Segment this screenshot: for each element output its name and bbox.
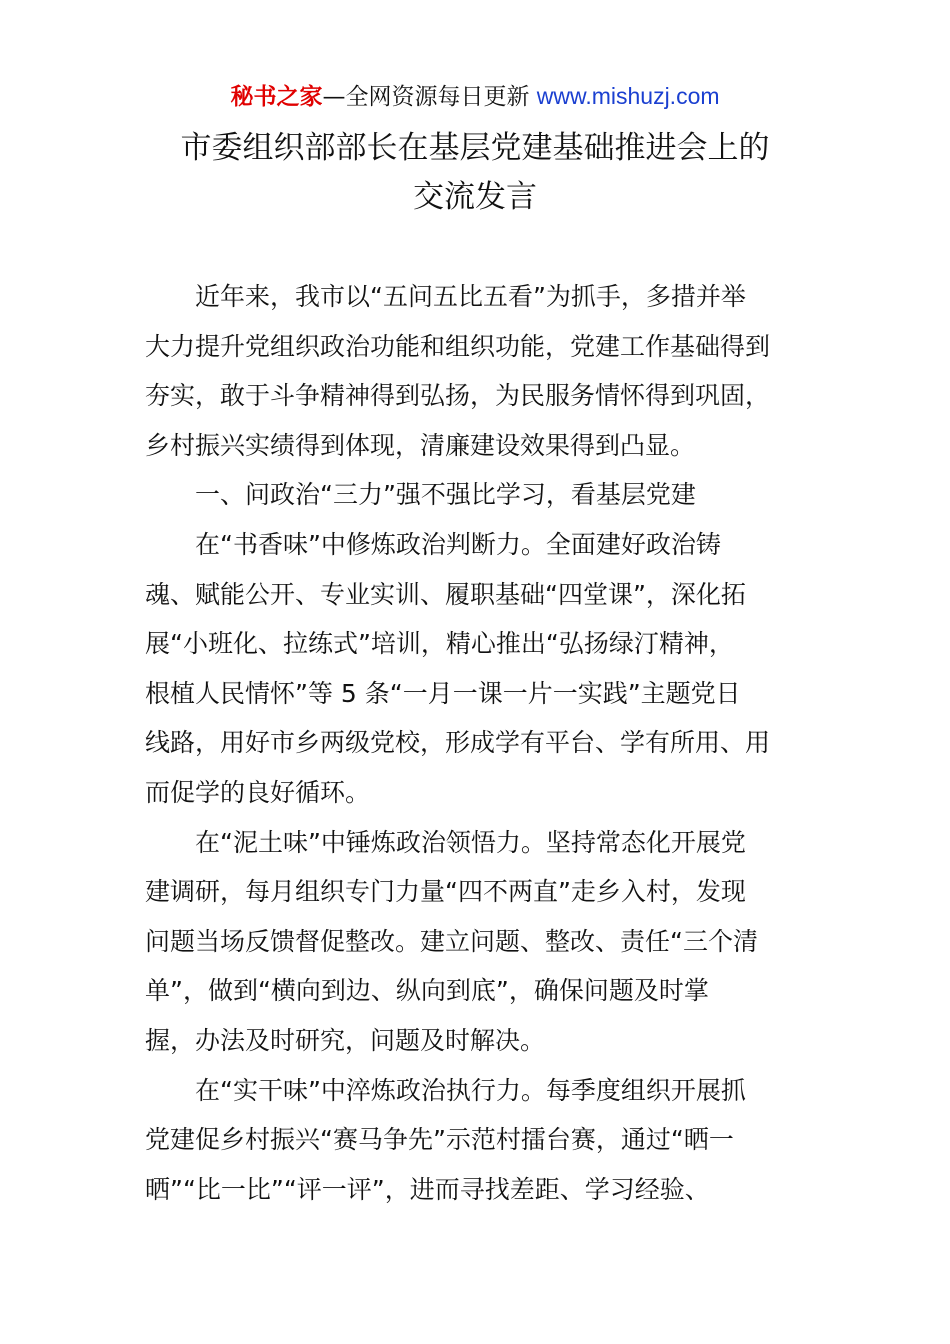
text-line: 晒”“比一比”“评一评”，进而寻找差距、学习经验、: [145, 1174, 710, 1204]
text-line: 魂、赋能公开、专业实训、履职基础“四堂课”，深化拓: [145, 579, 746, 609]
text-line: 而促学的良好循环。: [145, 777, 371, 807]
text-line: 展“小班化、拉练式”培训，精心推出“弘扬绿汀精神，: [145, 629, 734, 659]
site-url-link[interactable]: www.mishuzj.com: [536, 83, 720, 109]
text-line: 建调研，每月组织专门力量“四不两直”走乡入村，发现: [145, 877, 746, 907]
site-brand: 秘书之家: [230, 84, 323, 110]
text-line: 单”，做到“横向到边、纵向到底”，确保问题及时掌: [145, 976, 709, 1006]
section-heading: 一、问政治“三力”强不强比学习，看基层党建: [195, 480, 696, 510]
text-line: 在“实干味”中淬炼政治执行力。每季度组织开展抓: [195, 1075, 746, 1105]
text-line: 夯实，敢于斗争精神得到弘扬，为民服务情怀得到巩固，: [145, 381, 771, 411]
text-line: 握，办法及时研究，问题及时解决。: [145, 1025, 546, 1055]
text-line: 乡村振兴实绩得到体现，清廉建设效果得到凸显。: [145, 430, 696, 460]
text-line: 大力提升党组织政治功能和组织功能，党建工作基础得到: [145, 331, 771, 361]
text-line: 党建促乡村振兴“赛马争先”示范村擂台赛，通过“晒一: [145, 1125, 734, 1155]
document-body: [145, 272, 810, 1214]
text-line: 近年来，我市以“五问五比五看”为抓手，多措并举: [195, 282, 746, 311]
document-title-line-1: 市委组织部部长在基层党建基础推进会上的: [180, 130, 770, 166]
document-title-line-2: 交流发言: [413, 179, 537, 215]
text-line: 线路，用好市乡两级党校，形成学有平台、学有所用、用: [145, 728, 771, 758]
site-header: [0, 80, 950, 113]
text-line: 根植人民情怀”等 5 条“一月一课一片一实践”主题党日: [145, 678, 741, 708]
text-line: 在“泥土味”中锤炼政治领悟力。坚持常态化开展党: [195, 827, 746, 857]
text-line: 在“书香味”中修炼政治判断力。全面建好政治铸: [195, 529, 721, 559]
site-tagline: —全网资源每日更新: [322, 84, 537, 110]
text-line: 问题当场反馈督促整改。建立问题、整改、责任“三个清: [145, 926, 758, 956]
